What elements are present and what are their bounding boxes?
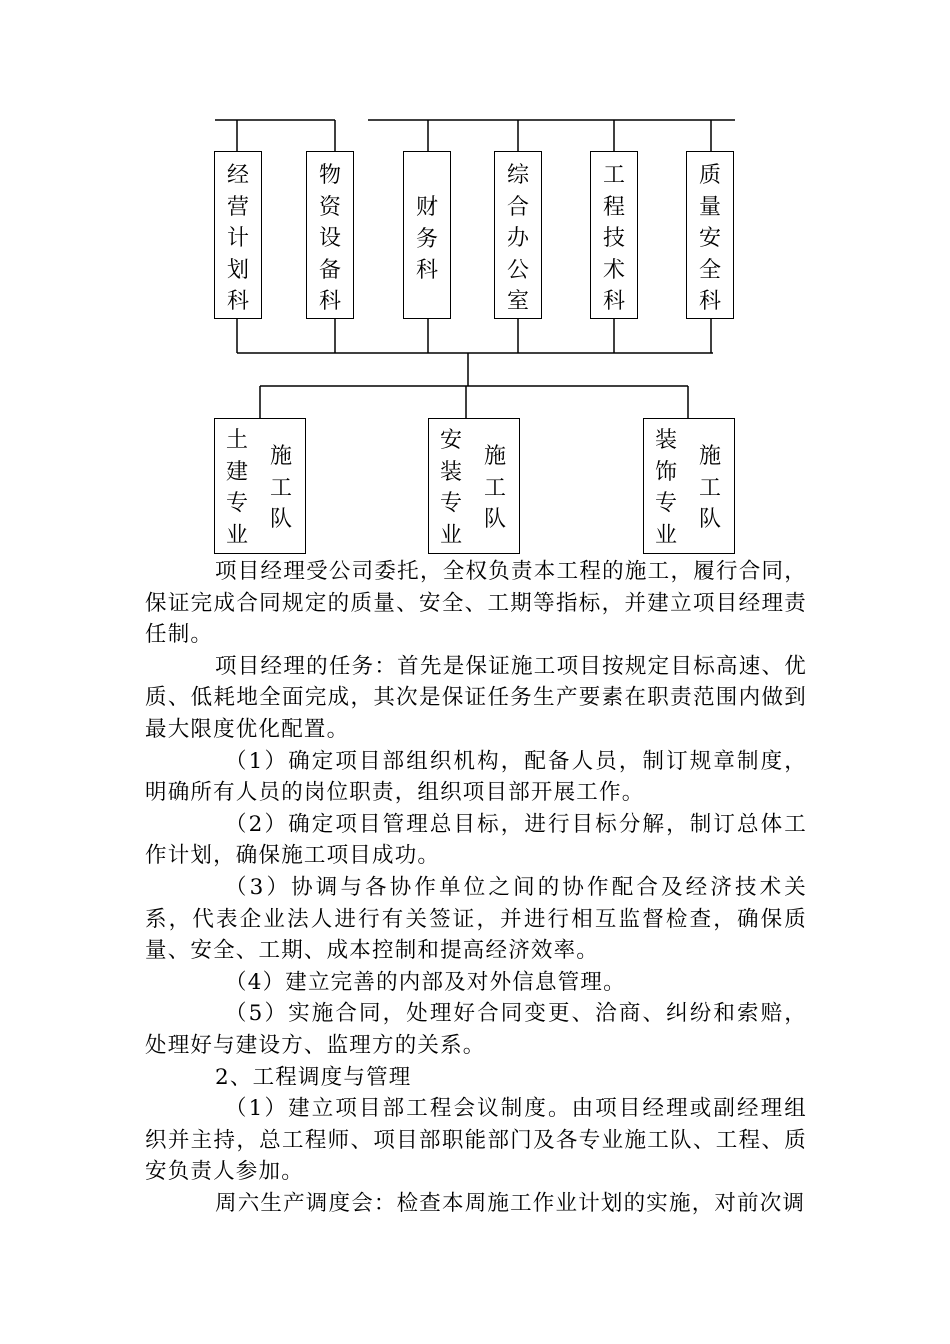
dept-box-zhiliang — [686, 151, 734, 319]
dept-label: 综 合 办 公 室 — [506, 163, 529, 314]
dept-label: 质 量 安 全 科 — [698, 163, 721, 314]
team-specialty: 土 建 专 业 — [225, 428, 248, 548]
team-box-tujian — [214, 418, 306, 554]
paragraph: （4）建立完善的内部及对外信息管理。 — [225, 969, 626, 995]
section-heading: 2、工程调度与管理 — [215, 1064, 412, 1090]
team-specialty: 安 装 专 业 — [439, 428, 462, 548]
paragraph: （2）确定项目管理总目标，进行目标分解，制订总体工作计划，确保施工项目成功。 — [145, 811, 807, 869]
dept-box-zonghe — [494, 151, 542, 319]
dept-label: 物 资 设 备 科 — [318, 163, 341, 314]
paragraph: 周六生产调度会：检查本周施工作业计划的实施，对前次调 — [215, 1190, 806, 1216]
dept-box-gongcheng — [590, 151, 638, 319]
dept-label: 工 程 技 术 科 — [602, 163, 625, 314]
paragraph: （3）协调与各协作单位之间的协作配合及经济技术关系，代表企业法人进行有关签证，并进行相互监督检查，确保质量、安全、工期、成本控制和提高经济效率。 — [145, 874, 807, 964]
paragraph: 项目经理受公司委托，全权负责本工程的施工，履行合同，保证完成合同规定的质量、安全、工期等指标，并建立项目经理责任制。 — [145, 559, 807, 648]
dept-box-wuzi — [306, 151, 354, 319]
org-chart — [0, 0, 950, 560]
paragraph: （1）确定项目部组织机构，配备人员，制订规章制度，明确所有人员的岗位职责，组织项目部开展工作。 — [145, 748, 807, 806]
body-text — [145, 556, 807, 1219]
team-specialty: 装 饰 专 业 — [654, 428, 677, 548]
dept-label: 经 营 计 划 科 — [226, 163, 249, 314]
team-box-anzhuang — [428, 418, 520, 554]
team-type: 施 工 队 — [698, 444, 721, 532]
paragraph: （5）实施合同，处理好合同变更、洽商、纠纷和索赔，处理好与建设方、监理方的关系。 — [145, 1001, 807, 1058]
team-type: 施 工 队 — [269, 444, 292, 532]
dept-box-caiwu — [403, 151, 451, 319]
paragraph: （1）建立项目部工程会议制度。由项目经理或副经理组织并主持，总工程师、项目部职能部门及各专业施工队、工程、质安负责人参加。 — [145, 1096, 807, 1185]
paragraph: 项目经理的任务：首先是保证施工项目按规定目标高速、优质、低耗地全面完成，其次是保证任务生产要素在职责范围内做到最大限度优化配置。 — [145, 653, 807, 742]
team-box-zhuangshi — [643, 418, 735, 554]
team-type: 施 工 队 — [483, 444, 506, 532]
dept-box-jingying — [214, 151, 262, 319]
dept-label: 财 务 科 — [415, 195, 438, 283]
